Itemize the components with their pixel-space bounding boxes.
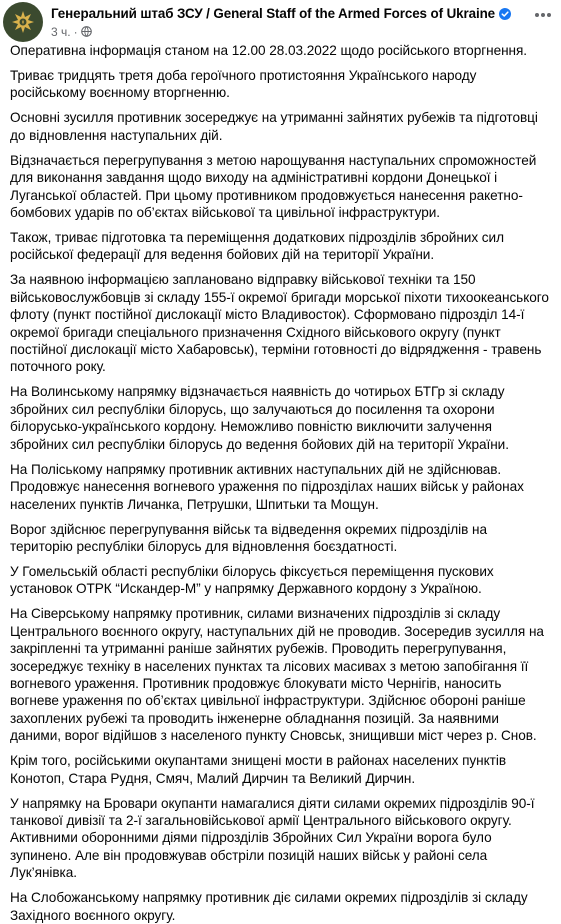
- post-paragraph: Триває тридцять третя доба героїчного протистояння Українського народу російському воєнному вторгненню.: [10, 68, 477, 101]
- post-paragraph: Ворог здійснює перегрупування військ та відведення окремих підрозділів на територію республіки білорусь для відновлення боєздатності.: [10, 521, 487, 554]
- header-text: [51, 2, 561, 39]
- meta-separator: ·: [73, 24, 78, 39]
- post-paragraph: На Сіверському напрямку противник, силами визначених підрозділів зі складу Центрального воєнного округу, наступальних дій не проводив. Зосередив зусилля на закріпленні та утриманні раніше зайнятих рубежів. Проводить перегрупування, зосереджує техніку в населених пунктах та лісових масивах з метою запобігання її вогневого ураження. Противник продовжує блокувати місто Чернігів, наносить вогневе ураження по об’єктах цивільної інфраструктури. Здійснює обороні раніше захоплених рубежі та проводить інженерне обладнання позицій. За наявними даними, ворог відійшов з населеного пункту Сновськ, знищивши міст через р. Снов.: [10, 606, 544, 744]
- post-paragraph: Відзначається перегрупування з метою нарощування наступальних спроможностей для виконання завдання щодо виходу на адміністративні кордони Донецької і Луганської областей. При цьому противником продовжується нанесення ракетно-бомбових ударів по об’єктах військової та цивільної інфраструктури.: [10, 152, 537, 221]
- verified-badge-icon: [499, 8, 511, 20]
- post-paragraph: За наявною інформацією заплановано відправку військової техніки та 150 військовослужбовців зі складу 155-ї окремої бригади морської піхоти тихоокеанського флоту (пункт постійної дислокації місто Владивосток). Сформовано підрозділ 14-ї окремої бригади спеціального призначення Східного військового округу (пункт постійної дислокації місто Хабаровськ), терміни готовності до відрядження - травень поточного року.: [10, 272, 549, 375]
- author-row: [51, 5, 561, 22]
- post-meta: [51, 24, 561, 39]
- post-paragraph: Також, триває підготовка та переміщення додаткових підрозділів збройних сил російської федерації для ведення бойових дій на території України.: [10, 230, 504, 263]
- post-paragraph: На Поліському напрямку противник активних наступальних дій не здійснював. Продовжує нанесення вогневого ураження по підрозділах наших військ у районах населених пунктів Личанка, Петрушки, Шпитьки та Мощун.: [10, 461, 524, 512]
- post-header: [0, 0, 561, 42]
- more-options-icon[interactable]: [531, 6, 555, 24]
- post-paragraph: Крім того, російськими окупантами знищені мости в районах населених пунктів Конотоп, Стара Рудня, Смяч, Малий Дирчин та Великий Дирчин.: [10, 753, 506, 786]
- post-paragraph: На Волинському напрямку відзначається наявність до чотирьох БТГр зі складу збройних сил республіки білорусь, що залучаються до посилення та охорони білорусько-українського кордону. Неможливо повністю виключити залучення збройних сил республіки білорусь до ведення бойових дій на території України.: [10, 384, 509, 452]
- post-body: [0, 42, 561, 924]
- author-name[interactable]: Генеральний штаб ЗСУ / General Staff of the Armed Forces of Ukraine: [51, 6, 496, 21]
- globe-icon[interactable]: [81, 26, 92, 37]
- post-paragraph: Оперативна інформація станом на 12.00 28.03.2022 щодо російського вторгнення.: [10, 43, 528, 58]
- page-avatar[interactable]: [3, 2, 43, 42]
- post-paragraph: Основні зусилля противник зосереджує на утриманні зайнятих рубежів та підготовці до відновлення наступальних дій.: [10, 110, 538, 143]
- post-paragraph: На Слобожанському напрямку противник діє силами окремих підрозділів зі складу Західного воєнного округу.: [10, 890, 528, 923]
- post-paragraph: У напрямку на Бровари окупанти намагалися діяти силами окремих підрозділів 90-ї танкової дивізії та 2-ї загальновійськової армії Центрального військового округу. Активними оборонними діями підрозділів Збройних Сил України ворога було зупинено. Але він продовжував обстріли позицій наших військ у районі села Лук’янівка.: [10, 795, 535, 881]
- post-paragraph: У Гомельській області республіки білорусь фіксується переміщення пускових установок ОТРК “Искандер-М” у напрямку Державного кордону з Україною.: [10, 563, 494, 597]
- armed-forces-emblem-icon: [10, 9, 36, 35]
- post-timestamp[interactable]: 3 ч.: [51, 24, 71, 39]
